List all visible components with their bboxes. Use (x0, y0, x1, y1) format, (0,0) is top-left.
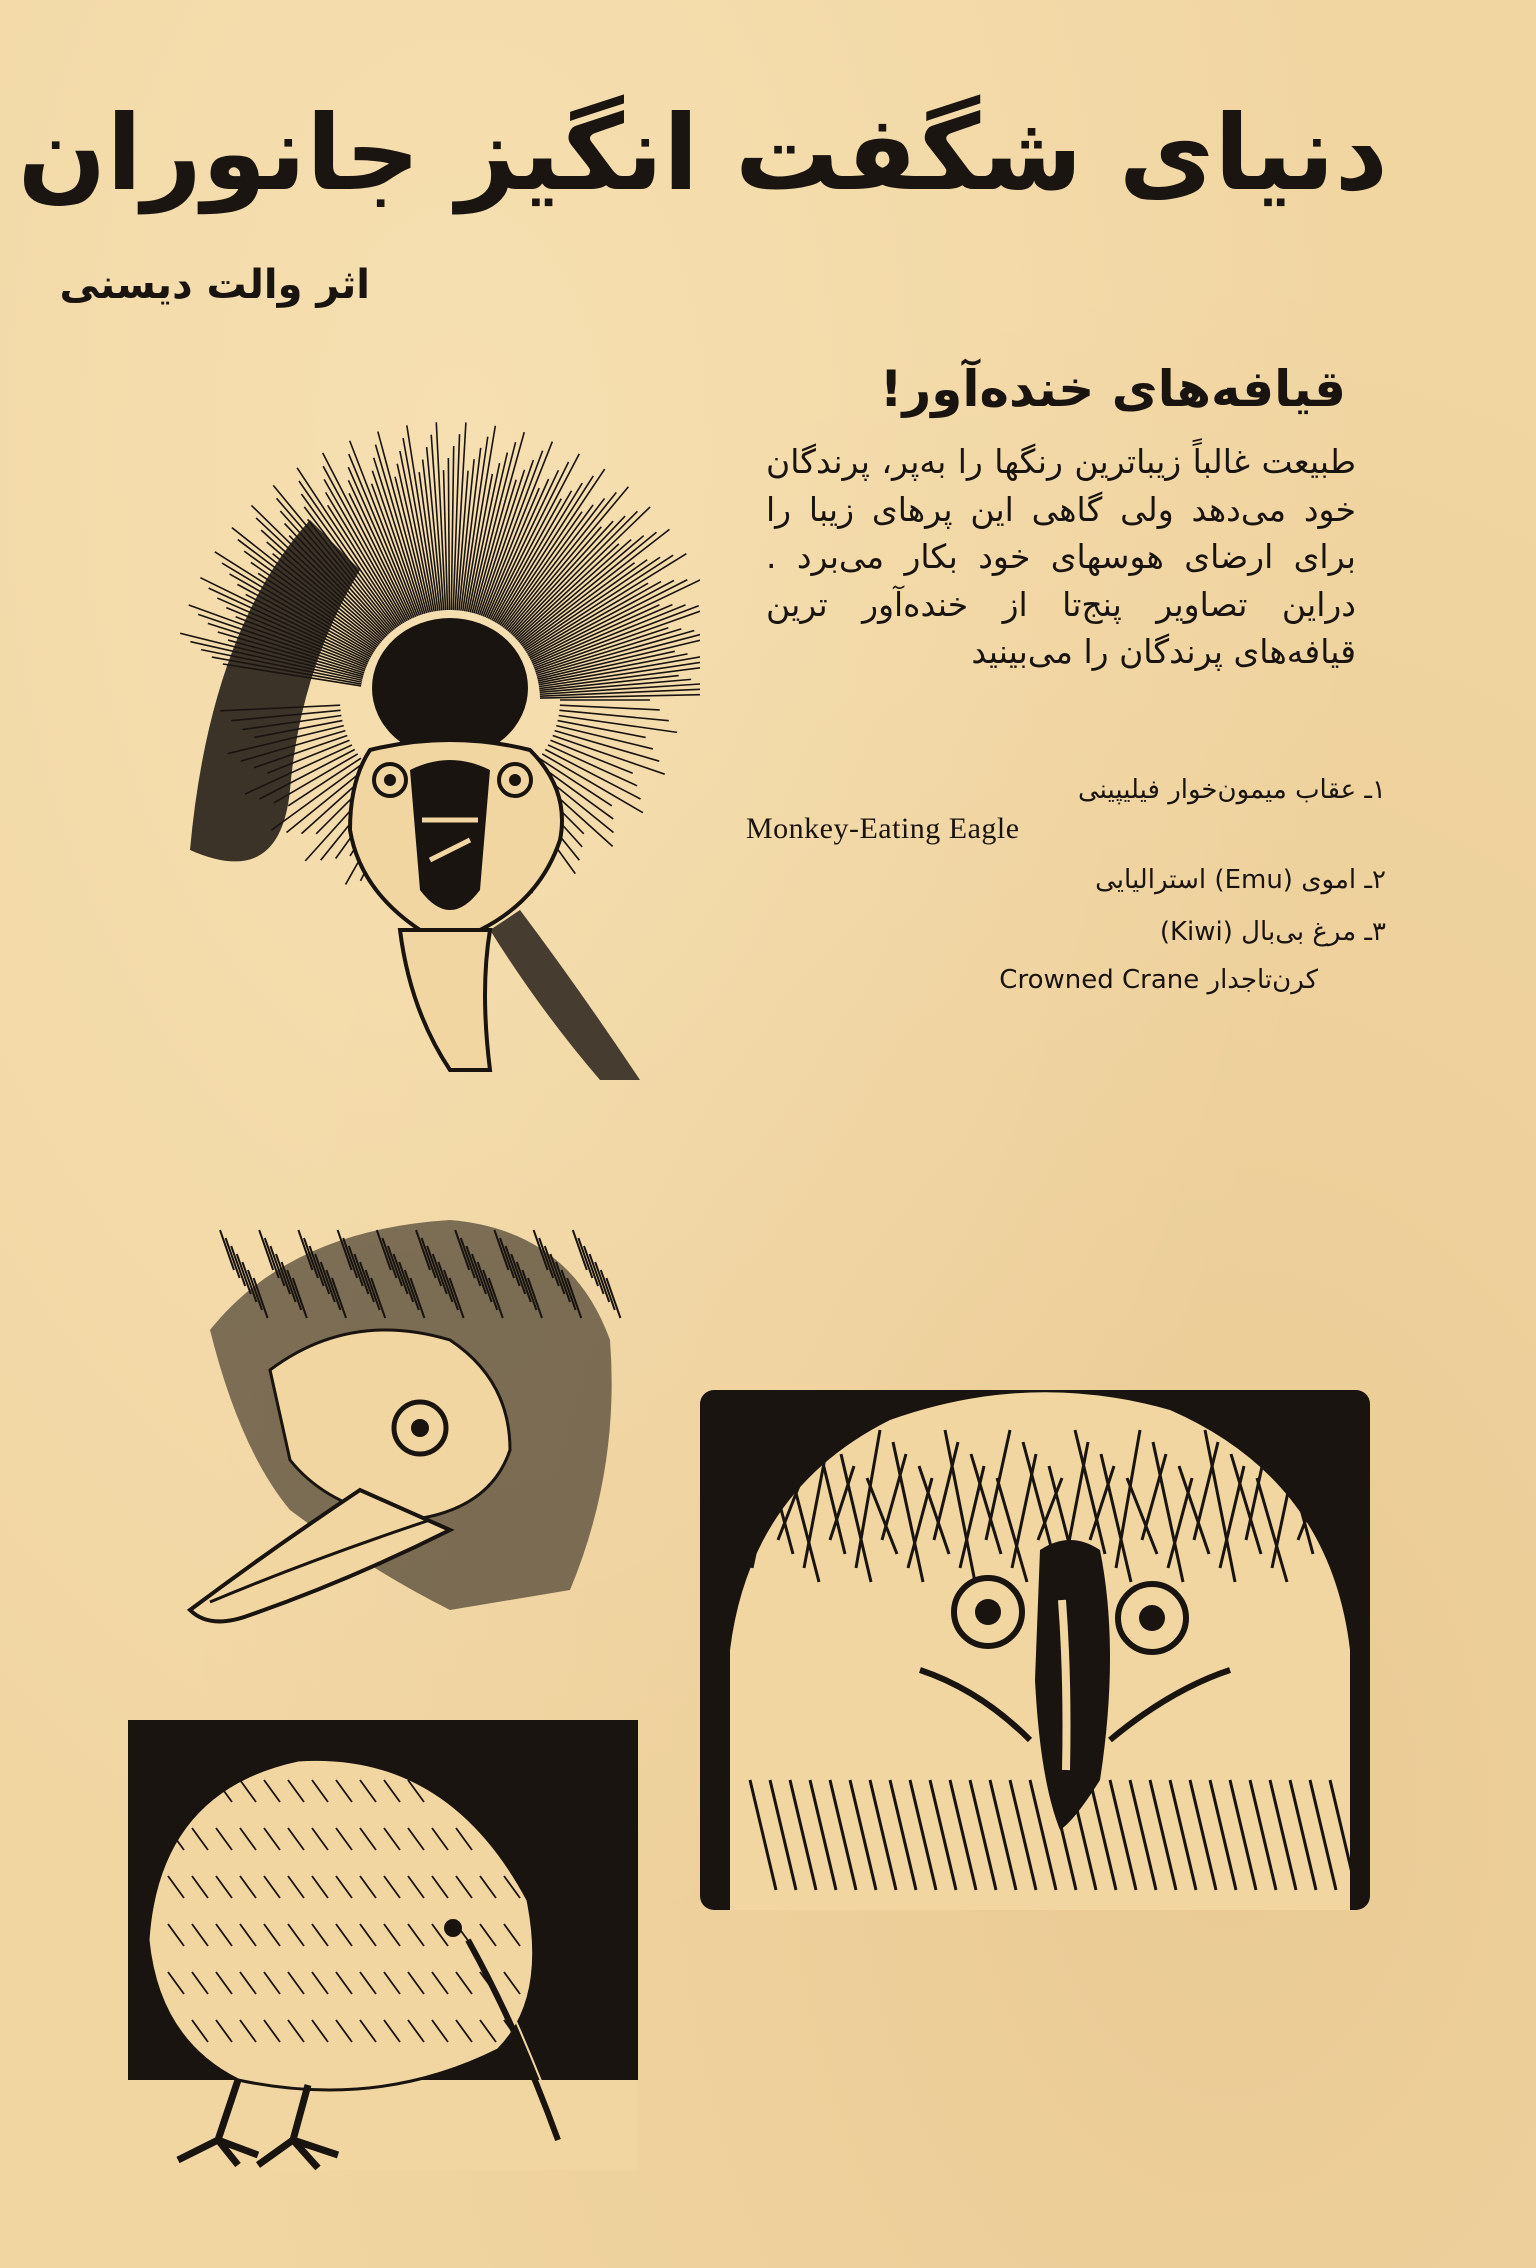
crowned-crane-drawing (160, 370, 700, 1090)
page-title: دنیای شگفت انگیز جانوران (17, 92, 1388, 214)
monkey-eating-eagle-illustration (690, 1350, 1380, 1930)
eagle-drawing (690, 1350, 1380, 1930)
section-heading: قیافه‌های خنده‌آور! (879, 360, 1346, 418)
caption-2: ۲ـ اموی (Emu) استرالیایی (1095, 865, 1386, 895)
body-paragraph: طبیعت غالباً زیباترین رنگها را به‌پر، پرندگان خود می‌دهد ولی گاهی این پرهای زیبا را برای ارضای هوسهای خود بکار می‌برد . دراین تصاویر پنج‌تا از خنده‌آور ترین قیافه‌های پرندگان را می‌بینید (766, 442, 1356, 671)
emu-illustration (150, 1190, 630, 1650)
caption-list (746, 772, 1386, 998)
emu-drawing (150, 1190, 630, 1650)
caption-3: ۳ـ مرغ بی‌بال (Kiwi) (1159, 917, 1386, 947)
kiwi-illustration (118, 1700, 648, 2180)
caption-1-persian: ۱ـ عقاب میمون‌خوار فیلیپینی (1078, 775, 1386, 805)
caption-1-english: Monkey-Eating Eagle (746, 812, 1020, 845)
caption-4: کرن‌تاجدار Crowned Crane (999, 965, 1318, 995)
crowned-crane-illustration (160, 370, 700, 1090)
kiwi-drawing (118, 1700, 648, 2180)
author-line: اثر والت دیسنی (59, 262, 370, 308)
